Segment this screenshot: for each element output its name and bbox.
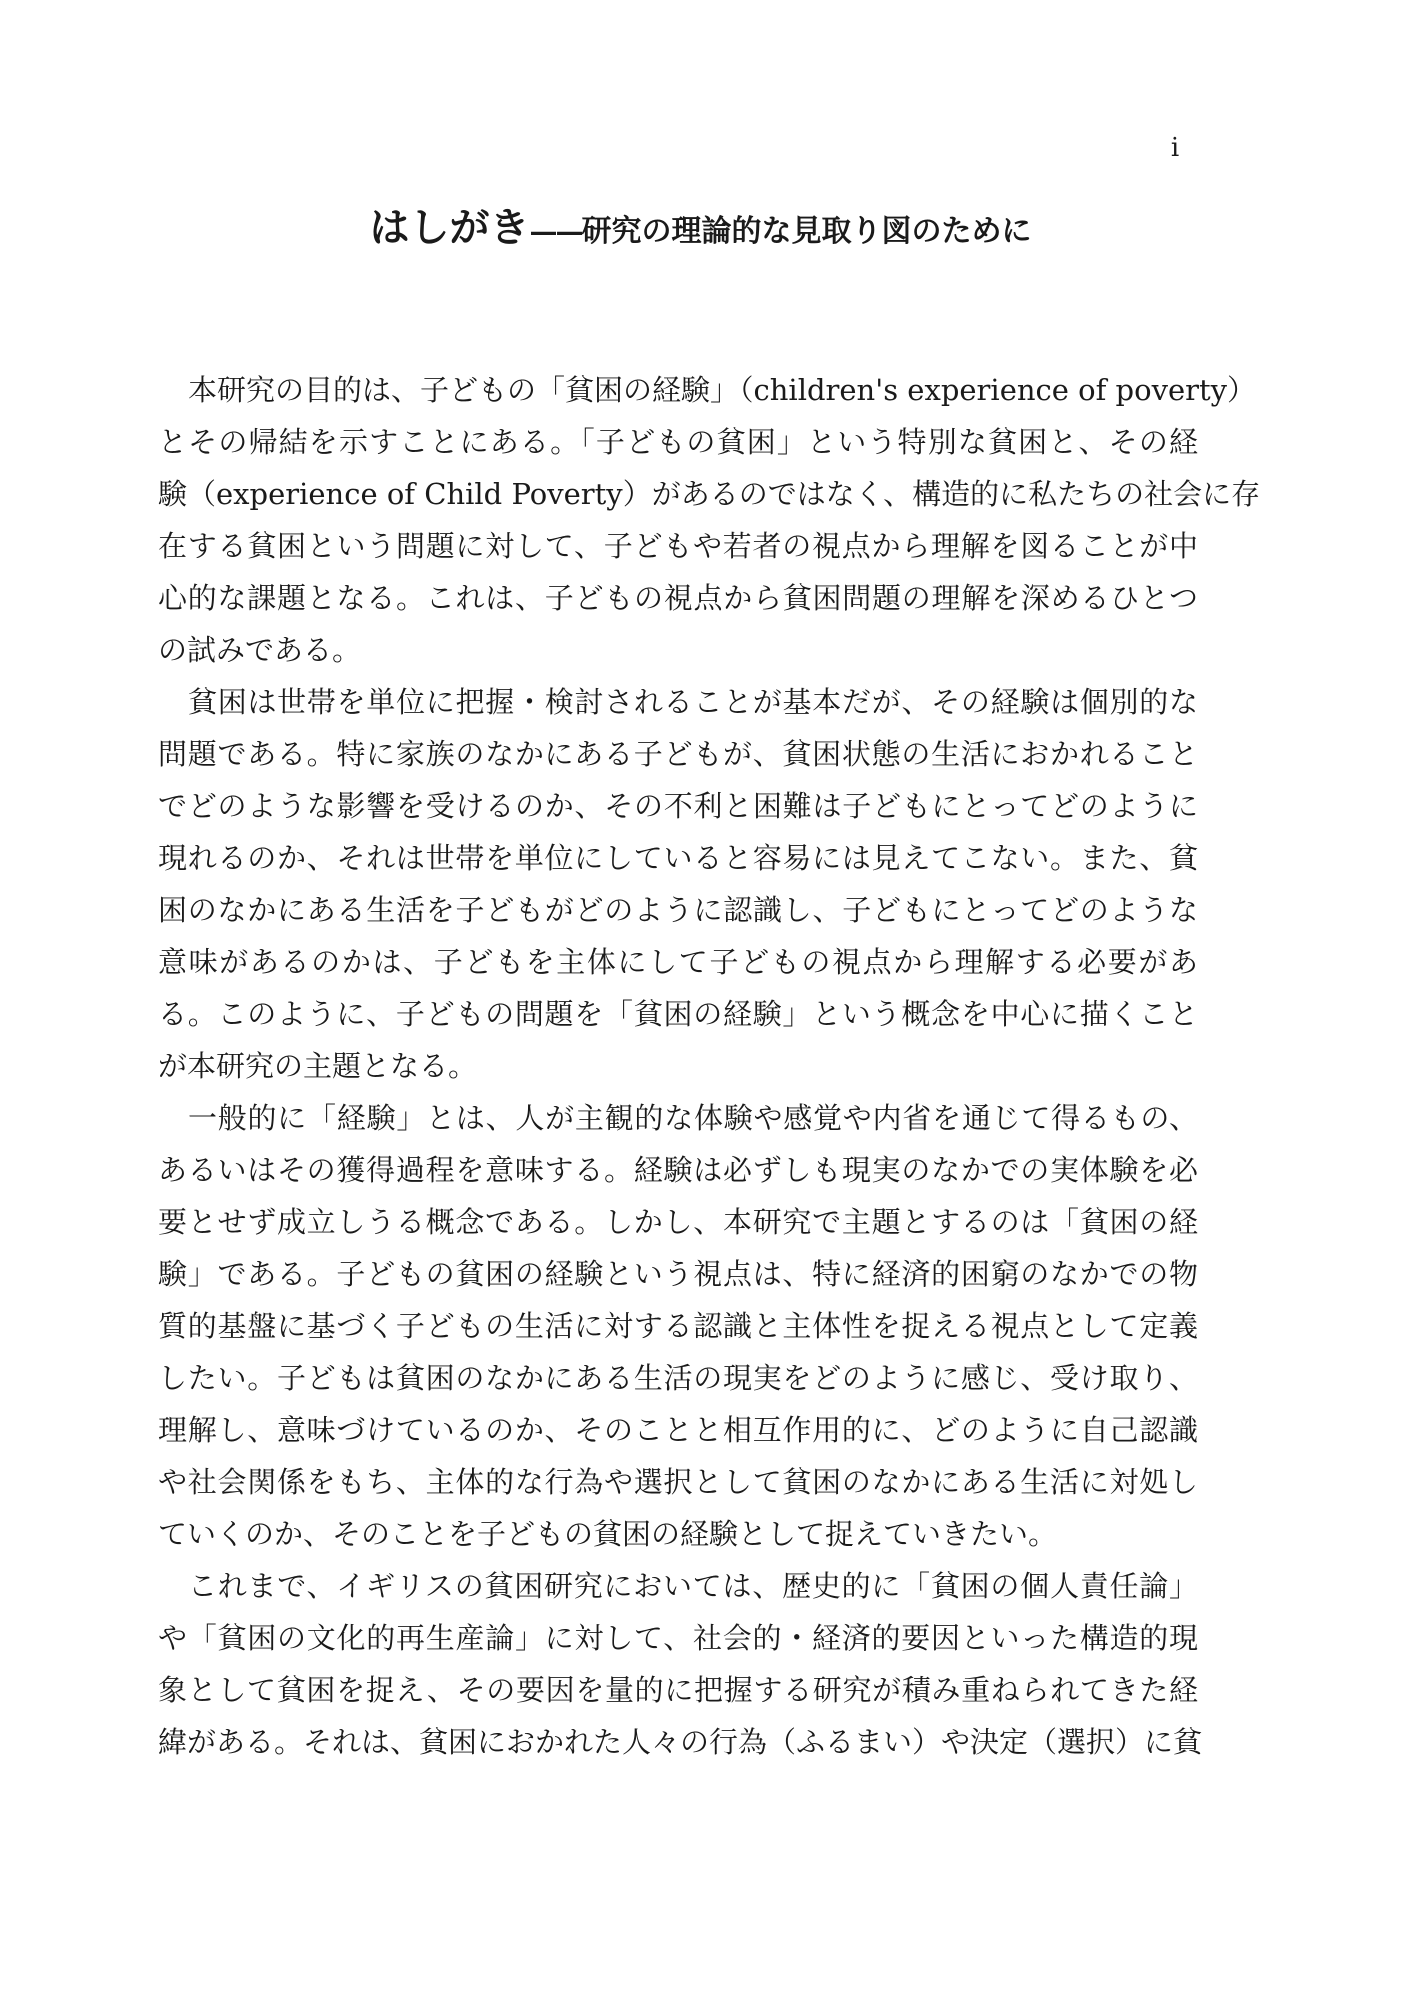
text-line: 困のなかにある生活を子どもがどのように認識し、子どもにとってどのような xyxy=(158,893,1198,927)
text-line: 心的な課題となる。これは、子どもの視点から貧困問題の理解を深めるひとつ xyxy=(158,581,1198,615)
text-line: や「貧困の文化的再生産論」に対して、社会的・経済的要因といった構造的現 xyxy=(158,1621,1198,1655)
text-line: や社会関係をもち、主体的な行為や選択として貧困のなかにある生活に対処し xyxy=(158,1465,1198,1499)
page-title xyxy=(0,200,1401,260)
paragraph-1 xyxy=(158,364,1261,676)
text-line: 験」である。子どもの貧困の経験という視点は、特に経済的困窮のなかでの物 xyxy=(158,1257,1198,1291)
paragraph-2 xyxy=(158,676,1198,1092)
text-line: 要とせず成立しうる概念である。しかし、本研究で主題とするのは「貧困の経 xyxy=(158,1205,1198,1239)
text-line: る。このように、子どもの問題を「貧困の経験」という概念を中心に描くこと xyxy=(158,997,1198,1031)
page-number: i xyxy=(1170,133,1180,163)
text-line: あるいはその獲得過程を意味する。経験は必ずしも現実のなかでの実体験を必 xyxy=(158,1153,1198,1187)
text-line: の試みである。 xyxy=(158,633,362,667)
text-line: が本研究の主題となる。 xyxy=(158,1049,478,1083)
paragraph-4 xyxy=(158,1560,1203,1768)
text-line: ていくのか、そのことを子どもの貧困の経験として捉えていきたい。 xyxy=(158,1517,1058,1551)
title-dash: —— xyxy=(529,215,582,248)
text-line: 現れるのか、それは世帯を単位にしていると容易には見えてこない。また、貧 xyxy=(158,841,1198,875)
text-line: 質的基盤に基づく子どもの生活に対する認識と主体性を捉える視点として定義 xyxy=(158,1309,1198,1343)
text-line: 一般的に「経験」とは、人が主観的な体験や感覚や内省を通じて得るもの、 xyxy=(188,1101,1198,1135)
text-line: これまで、イギリスの貧困研究においては、歴史的に「貧困の個人責任論」 xyxy=(188,1569,1198,1603)
text-line: とその帰結を示すことにある。「子どもの貧困」という特別な貧困と、その経 xyxy=(158,425,1198,459)
text-line: 在する貧困という問題に対して、子どもや若者の視点から理解を図ることが中 xyxy=(158,529,1198,563)
text-line: 意味があるのかは、子どもを主体にして子どもの視点から理解する必要があ xyxy=(158,945,1198,979)
text-line: したい。子どもは貧困のなかにある生活の現実をどのように感じ、受け取り、 xyxy=(158,1361,1198,1395)
paragraph-3 xyxy=(158,1092,1198,1560)
text-line: 本研究の目的は、子どもの「貧困の経験」（children's experience of poverty） xyxy=(188,373,1257,407)
text-line: 緯がある。それは、貧困におかれた人々の行為（ふるまい）や決定（選択）に貧 xyxy=(158,1725,1203,1759)
text-line: 問題である。特に家族のなかにある子どもが、貧困状態の生活におかれること xyxy=(158,737,1198,771)
title-subtitle: 研究の理論的な見取り図のために xyxy=(581,214,1032,249)
title-main: はしがき xyxy=(369,204,530,251)
body-text xyxy=(158,364,1261,1768)
text-line: 貧困は世帯を単位に把握・検討されることが基本だが、その経験は個別的な xyxy=(188,685,1198,719)
text-line: 象として貧困を捉え、その要因を量的に把握する研究が積み重ねられてきた経 xyxy=(158,1673,1198,1707)
text-line: 理解し、意味づけているのか、そのことと相互作用的に、どのように自己認識 xyxy=(158,1413,1198,1447)
text-line: 験（experience of Child Poverty）があるのではなく、構造的に私たちの社会に存 xyxy=(158,477,1261,511)
text-line: でどのような影響を受けるのか、その不利と困難は子どもにとってどのように xyxy=(158,789,1198,823)
